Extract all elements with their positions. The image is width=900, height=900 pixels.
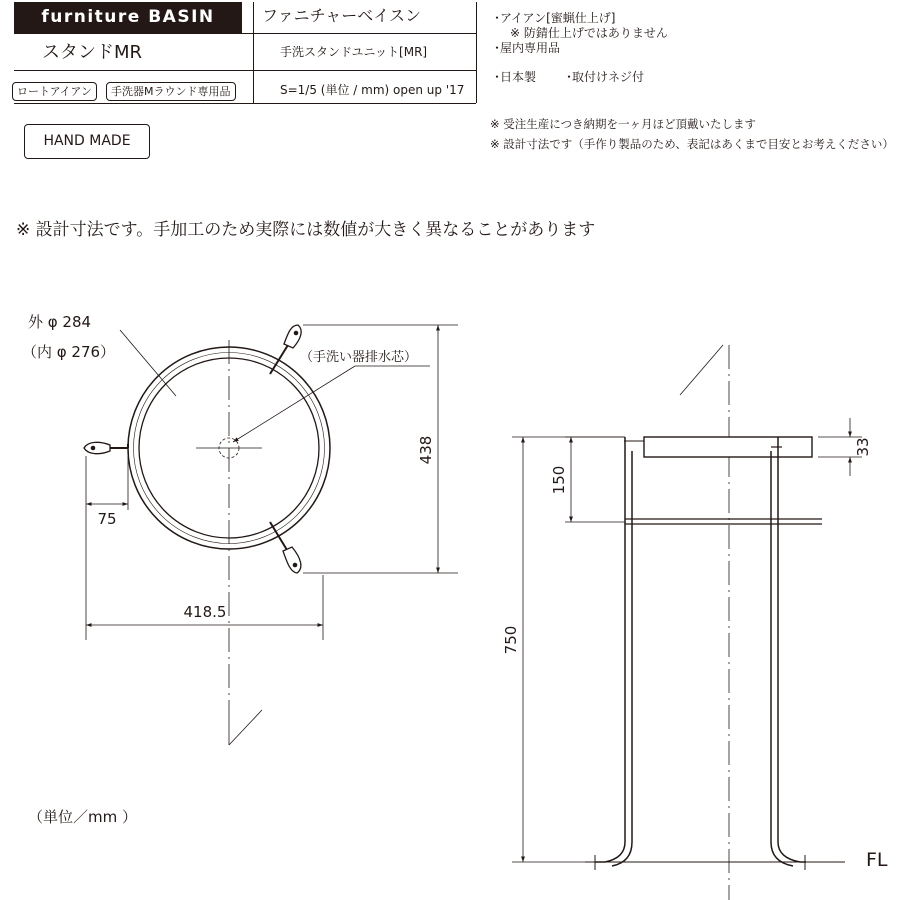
hand-made-badge: HAND MADE — [24, 124, 150, 159]
brand-kana: ファニチャーベイスン — [262, 6, 422, 25]
brand-logo: furniture BASIN — [14, 2, 242, 33]
spec-made-in-japan: ･日本製 — [494, 70, 537, 84]
tag-basin: 手洗器Mラウンド専用品 — [106, 82, 236, 101]
floor-level-label: FL — [866, 849, 888, 871]
tag-material: ロートアイアン — [12, 82, 97, 101]
side-break-mark — [680, 345, 723, 395]
plan-break-mark — [229, 710, 262, 745]
product-description: 手洗スタンドユニット[MR] — [280, 45, 428, 59]
handle-dimension-label: 75 — [97, 510, 117, 528]
drain-leader — [233, 366, 355, 442]
note-dimensions: ※ 設計寸法です（手作り製品のため、表記はあくまで目安とお考えください） — [490, 137, 894, 151]
basin-rim-block — [644, 437, 812, 457]
inner-diameter-label: （内 φ 276） — [22, 343, 116, 361]
product-name: スタンドMR — [42, 42, 143, 63]
stand-handle-left — [84, 442, 128, 453]
rear-leg — [778, 437, 806, 862]
rim-dimension-label: 33 — [854, 437, 872, 457]
note-delivery: ※ 受注生産につき納期を一ヶ月ほど頂戴いたします — [490, 117, 757, 131]
spec-indoor: ･屋内専用品 — [494, 41, 561, 55]
stand-handle-bottom-right — [270, 522, 301, 573]
front-leg — [595, 437, 625, 862]
depth-dimension-label: 438 — [417, 435, 435, 465]
spec-screws: ･取付けネジ付 — [566, 70, 645, 84]
outer-diameter-leader — [120, 330, 176, 396]
spec-material: ･アイアン[蜜蝋仕上げ] — [494, 11, 616, 25]
drain-label: （手洗い器排水芯） — [300, 350, 418, 365]
dimension-caption: ※ 設計寸法です。手加工のため実際には数値が大きく異なることがあります — [16, 220, 596, 240]
spec-rust-note: ※ 防錆仕上げではありません — [510, 26, 668, 40]
height-dimension-label: 750 — [502, 625, 520, 655]
outer-diameter-label: 外 φ 284 — [28, 313, 92, 331]
unit-label: （単位／mm ） — [28, 808, 137, 826]
scale-label: S=1/5 (単位 / mm) open up '17 — [280, 83, 465, 97]
stand-handle-top-right — [270, 325, 301, 374]
plan-view — [84, 325, 458, 745]
width-dimension-label: 418.5 — [183, 603, 227, 621]
shelf-dimension-label: 150 — [550, 465, 568, 495]
side-view — [512, 345, 862, 900]
